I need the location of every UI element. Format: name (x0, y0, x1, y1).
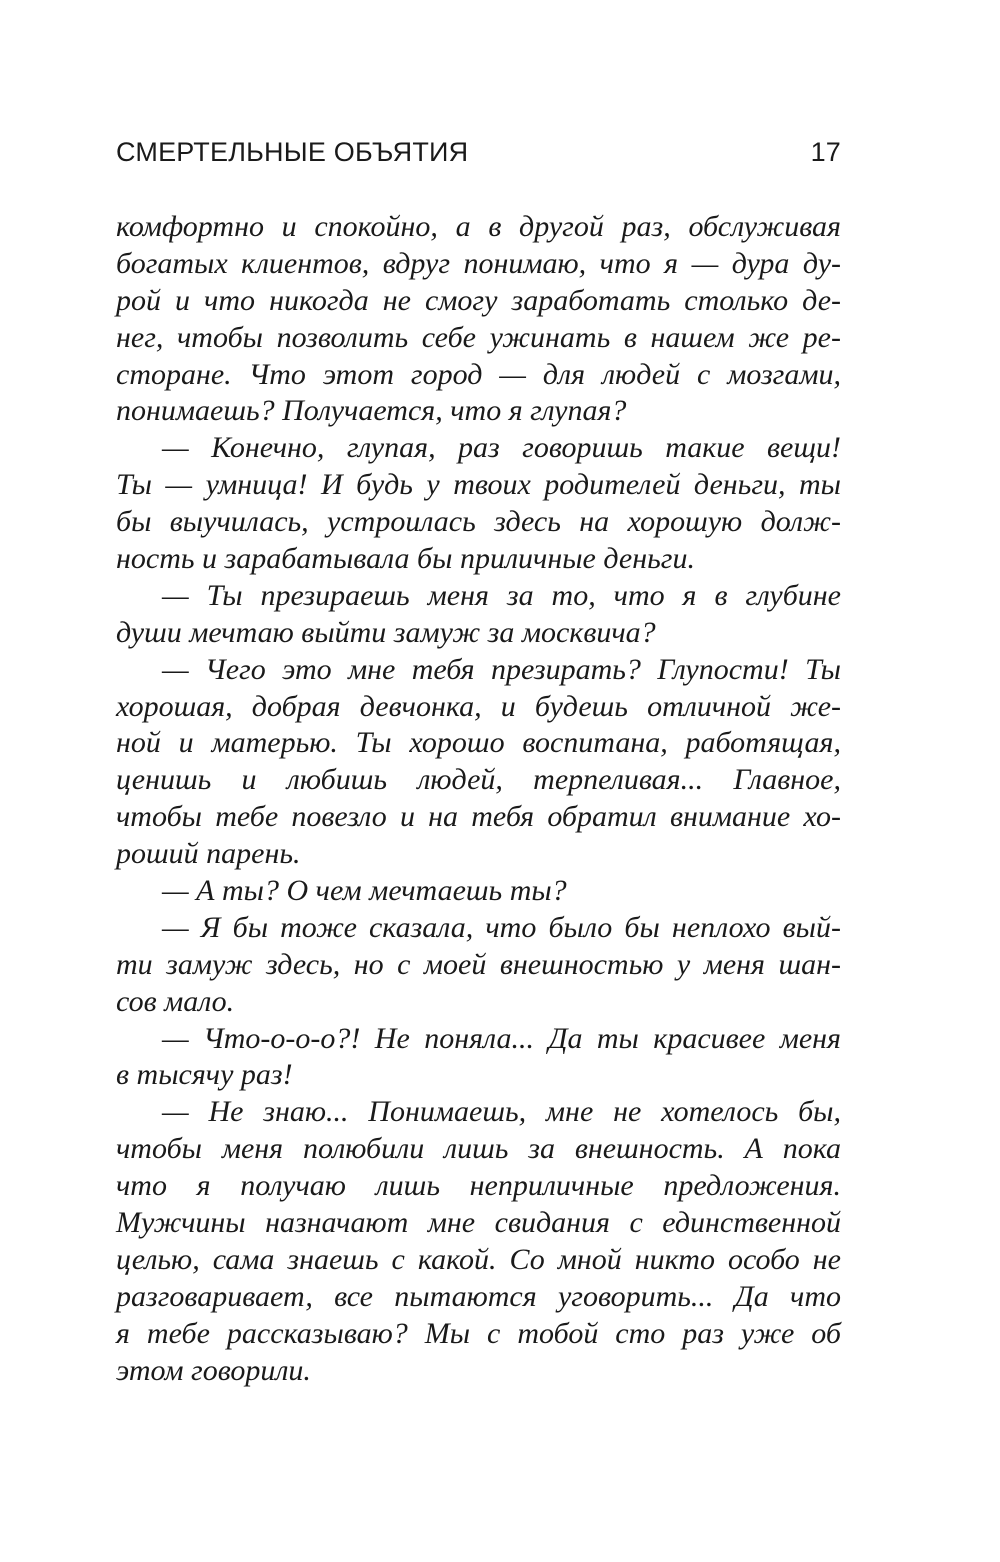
page-number: 17 (810, 137, 841, 167)
text-line: — Не знаю... Понимаешь, мне не хотелось бы, (162, 1095, 841, 1129)
text-line: я тебе рассказываю? Мы с тобой сто раз уже об (116, 1316, 841, 1350)
text-line: — А ты? О чем мечтаешь ты? (162, 874, 567, 908)
text-line: — Что-о-о-о?! Не поняла... Да ты красивее меня (162, 1021, 841, 1055)
text-line: богатых клиентов, вдруг понимаю, что я — дура ду- (116, 246, 841, 280)
text-line: — Конечно, глупая, раз говоришь такие вещи! (162, 431, 841, 465)
text-line: Мужчины назначают мне свидания с единственной (116, 1206, 841, 1240)
text-line: сторане. Что этот город — для людей с мозгами, (116, 357, 841, 391)
text-line: ность и зарабатывала бы приличные деньги. (116, 542, 695, 576)
text-line: что я получаю лишь неприличные предложения. (116, 1169, 841, 1203)
text-line: целью, сама знаешь с какой. Со мной никто особо не (116, 1242, 841, 1276)
text-line: рой и что никогда не смогу заработать столько де- (116, 283, 841, 317)
text-line: комфортно и спокойно, а в другой раз, обслуживая (116, 210, 841, 243)
text-line: — Я бы тоже сказала, что было бы неплохо вый- (162, 910, 841, 944)
text-line: чтобы меня полюбили лишь за внешность. А пока (116, 1132, 841, 1166)
text-line: разговаривает, все пытаются уговорить... Да что (116, 1279, 841, 1313)
text-line: этом говорили. (116, 1353, 311, 1387)
text-line: бы выучилась, устроилась здесь на хорошую долж- (116, 505, 841, 539)
text-line: ти замуж здесь, но с моей внешностью у меня шан- (116, 947, 841, 981)
book-title: СМЕРТЕЛЬНЫЕ ОБЪЯТИЯ (116, 137, 469, 167)
text-line: Ты — умница! И будь у твоих родителей деньги, ты (116, 468, 841, 502)
running-head (116, 137, 841, 177)
text-line: роший парень. (116, 837, 301, 871)
text-line: — Ты презираешь меня за то, что я в глубине (162, 578, 841, 612)
text-line: понимаешь? Получается, что я глупая? (116, 394, 627, 428)
text-line: сов мало. (116, 984, 235, 1018)
text-line: нег, чтобы позволить себе ужинать в нашем же ре- (116, 320, 841, 354)
text-line: души мечтаю выйти замуж за москвича? (116, 615, 656, 649)
text-line: ценишь и любишь людей, терпеливая... Главное, (116, 763, 841, 797)
body-text (116, 209, 841, 1390)
text-line: хорошая, добрая девчонка, и будешь отличной же- (116, 689, 841, 723)
text-line: — Чего это мне тебя презирать? Глупости! Ты (162, 652, 841, 686)
text-line: в тысячу раз! (116, 1058, 293, 1092)
text-line: чтобы тебе повезло и на тебя обратил внимание хо- (116, 800, 841, 834)
text-line: ной и матерью. Ты хорошо воспитана, работящая, (116, 726, 841, 760)
